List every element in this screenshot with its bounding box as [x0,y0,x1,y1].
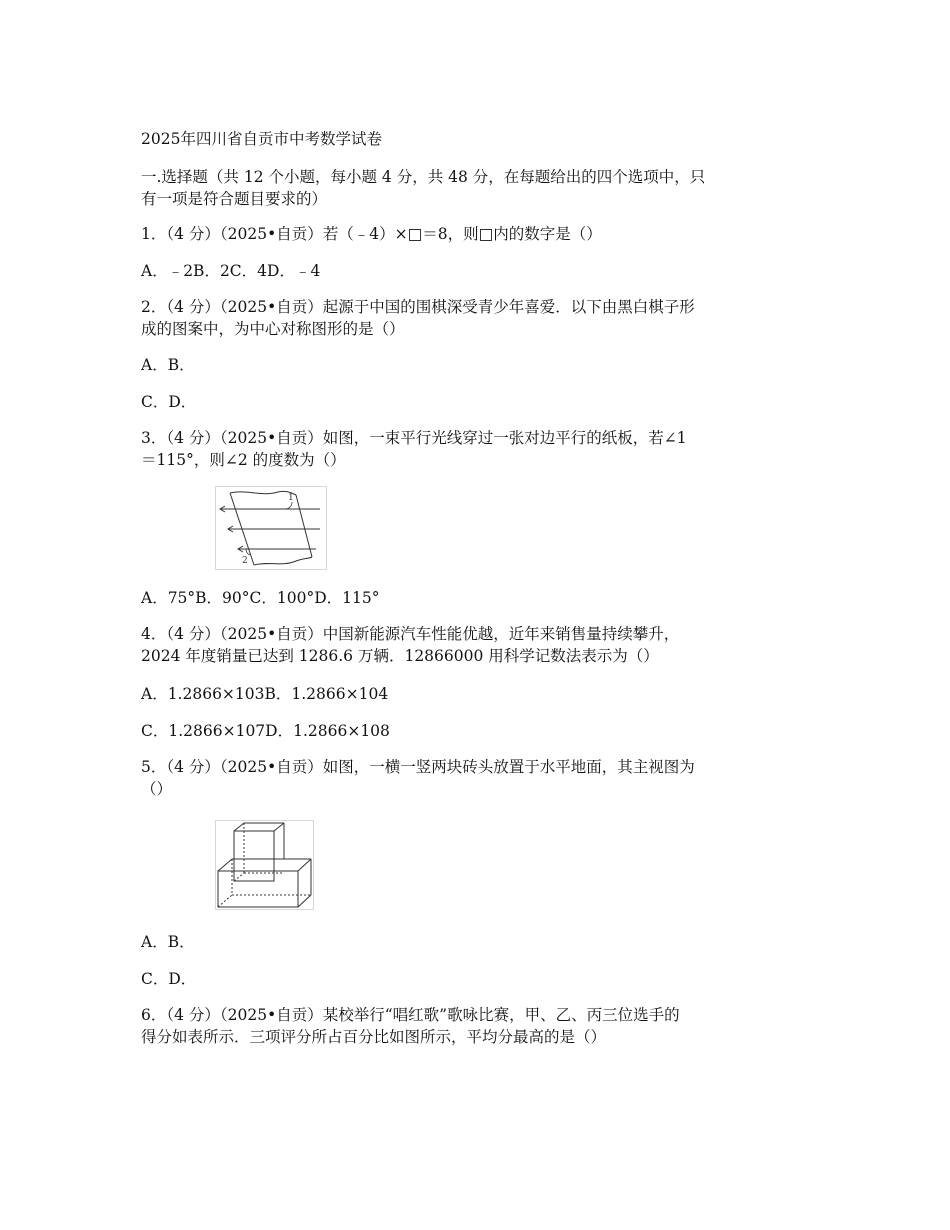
question-1-options: A．﹣2B．2C．4D．﹣4 [141,262,321,280]
question-5-options-cd: C．D． [141,970,197,988]
exam-page [141,0,821,1230]
question-2-stem-line-1: 2．（4 分）（2025•自贡）起源于中国的围棋深受青少年喜爱．以下由黑白棋子形 [141,298,695,316]
question-6-stem-line-1: 6．（4 分）（2025•自贡）某校举行“唱红歌”歌咏比赛，甲、乙、丙三位选手的 [141,1006,680,1024]
section-heading-line-1: 一.选择题（共 12 个小题，每小题 4 分，共 48 分，在每题给出的四个选项中，只 [141,168,706,186]
parallel-rays-diagram [216,487,326,569]
question-1-stem: 1．（4 分）（2025•自贡）若（﹣4）×□＝8，则□内的数字是（） [141,225,602,243]
question-2-options-cd: C．D． [141,393,197,411]
question-5-options-ab: A．B． [141,933,195,951]
exam-title: 2025年四川省自贡市中考数学试卷 [141,130,382,148]
question-6-stem-line-2: 得分如表所示．三项评分所占百分比如图所示，平均分最高的是（） [141,1028,607,1046]
question-4-stem-line-1: 4．（4 分）（2025•自贡）中国新能源汽车性能优越，近年来销售量持续攀升， [141,625,680,643]
question-4-stem-line-2: 2024 年度销量已达到 1286.6 万辆．12866000 用科学记数法表示为（） [141,647,659,665]
question-4-options-ab: A．1.2866×103B．1.2866×104 [141,685,389,703]
section-heading-line-2: 有一项是符合题目要求的） [141,190,328,208]
question-2-stem-line-2: 成的图案中，为中心对称图形的是（） [141,320,405,338]
question-3-stem-line-1: 3．（4 分）（2025•自贡）如图，一束平行光线穿过一张对边平行的纸板，若∠1 [141,429,687,447]
question-5-stem-line-2: （） [141,780,173,798]
bricks-diagram [216,821,313,909]
question-5-stem-line-1: 5．（4 分）（2025•自贡）如图，一横一竖两块砖头放置于水平地面，其主视图为 [141,758,695,776]
angle-label-2: 2 [242,556,248,566]
question-3-options: A．75°B．90°C．100°D．115° [141,589,380,607]
angle-label-1: 1 [288,493,294,503]
question-3-stem-line-2: ＝115°，则∠2 的度数为（） [141,451,346,469]
question-3-figure [215,486,327,570]
question-5-figure [215,820,314,910]
question-4-options-cd: C．1.2866×107D．1.2866×108 [141,722,390,740]
question-2-options-ab: A．B． [141,356,195,374]
